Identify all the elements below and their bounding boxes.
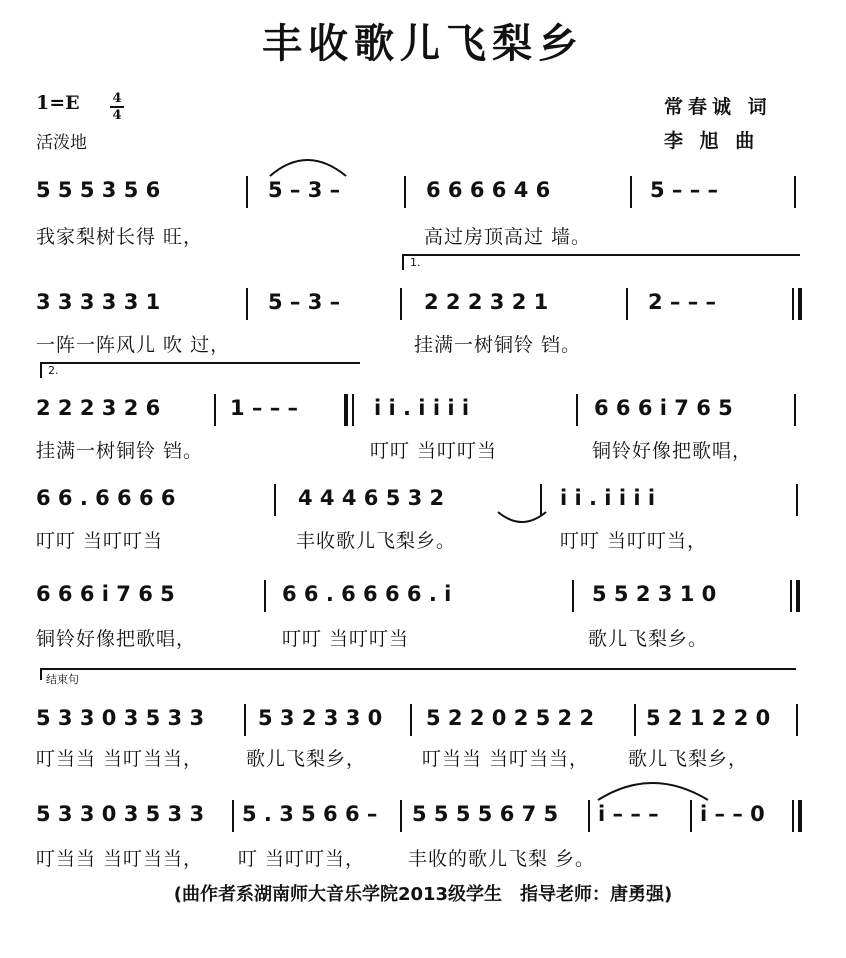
measure-r2-4: 2 – – – <box>648 290 717 314</box>
lyric-r3-1: 挂满一树铜铃 铛。 <box>36 440 204 462</box>
measure-r7-4: i – – – <box>598 802 659 826</box>
barline <box>246 176 248 208</box>
repeat-start-thin <box>352 394 354 426</box>
lyric-r6-1: 叮当当 当叮当当， <box>36 748 204 770</box>
lyric-r6-4: 歌儿飞梨乡， <box>628 748 749 770</box>
measure-r6-4: 5 2 1 2 2 0 <box>646 706 771 730</box>
barline <box>214 394 216 426</box>
measure-r2-1: 3 3 3 3 3 1 <box>36 290 161 314</box>
ending-rule-tick <box>40 668 42 680</box>
lyric-r7-1: 叮当当 当叮当当， <box>36 848 204 870</box>
barline <box>794 176 796 208</box>
measure-r7-1: 5 3 3 0 3 5 3 3 <box>36 802 205 826</box>
measure-r2-2: 5 – 3 – <box>268 290 341 314</box>
second-ending-number: 2. <box>48 364 59 377</box>
final-repeat-thick <box>796 580 800 612</box>
lyric-r5-3: 歌儿飞梨乡。 <box>588 628 709 650</box>
measure-r7-5: i – – 0 <box>700 802 765 826</box>
lyric-r4-3: 叮叮 当叮叮当， <box>560 530 708 552</box>
footer-note: (曲作者系湖南师大音乐学院2013级学生 指导老师：唐勇强) <box>173 884 673 905</box>
lyric-r6-2: 歌儿飞梨乡， <box>246 748 367 770</box>
barline <box>244 704 246 736</box>
lyric-r7-3: 丰收的歌儿飞梨 乡。 <box>408 848 596 870</box>
lyric-r1-1: 我家梨树长得 旺， <box>36 226 204 248</box>
lyric-r2-2: 挂满一树铜铃 铛。 <box>414 334 582 356</box>
final-barline-thick <box>798 800 802 832</box>
barline <box>400 288 402 320</box>
measure-r4-2: 4 4 4 6 5 3 2 <box>298 486 445 510</box>
barline <box>576 394 578 426</box>
composer-credit: 李 旭 曲 <box>664 130 760 152</box>
first-ending-bracket <box>402 254 800 270</box>
measure-r4-3: i i . i i i i <box>560 486 656 510</box>
measure-r4-1: 6 6 . 6 6 6 6 <box>36 486 176 510</box>
measure-r7-3: 5 5 5 5 6 7 5 <box>412 802 559 826</box>
barline <box>588 800 590 832</box>
measure-r7-2: 5 . 3 5 6 6 – <box>242 802 378 826</box>
ending-label: 结束句 <box>46 673 79 686</box>
lyric-r6-3: 叮当当 当叮当当， <box>422 748 590 770</box>
measure-r1-3: 6 6 6 6 4 6 <box>426 178 551 202</box>
lyric-r3-2: 叮叮 当叮叮当 <box>370 440 498 462</box>
barline <box>400 800 402 832</box>
song-title: 丰收歌儿飞梨乡 <box>262 21 584 67</box>
lyric-r7-2: 叮 当叮叮当， <box>238 848 366 870</box>
measure-r1-2: 5 – 3 – <box>268 178 341 202</box>
lyric-r3-3: 铜铃好像把歌唱， <box>592 440 753 462</box>
barline <box>246 288 248 320</box>
barline <box>794 394 796 426</box>
first-ending-number: 1. <box>410 256 421 269</box>
measure-r6-3: 5 2 2 0 2 5 2 2 <box>426 706 595 730</box>
barline <box>626 288 628 320</box>
repeat-barline-thin <box>792 288 794 320</box>
barline <box>690 800 692 832</box>
time-signature <box>110 92 124 122</box>
barline <box>232 800 234 832</box>
slur-mark <box>262 150 362 180</box>
measure-r6-2: 5 3 2 3 3 0 <box>258 706 383 730</box>
lyric-r5-2: 叮叮 当叮叮当 <box>282 628 410 650</box>
repeat-barline-thick <box>798 288 802 320</box>
final-barline-thin <box>792 800 794 832</box>
barline <box>410 704 412 736</box>
key-signature: 1=E <box>36 92 80 114</box>
lyric-r4-2: 丰收歌儿飞梨乡。 <box>296 530 457 552</box>
measure-r5-2: 6 6 . 6 6 6 6 . i <box>282 582 452 606</box>
lyric-r4-1: 叮叮 当叮叮当 <box>36 530 164 552</box>
lyric-r1-2: 高过房顶高过 墙。 <box>424 226 592 248</box>
second-ending-bracket <box>40 362 360 378</box>
barline <box>264 580 266 612</box>
barline <box>634 704 636 736</box>
tempo-mark: 活泼地 <box>36 133 87 153</box>
barline <box>630 176 632 208</box>
ending-rule <box>40 668 796 670</box>
measure-r5-3: 5 5 2 3 1 0 <box>592 582 717 606</box>
barline <box>274 484 276 516</box>
final-repeat-thin <box>790 580 792 612</box>
measure-r1-1: 5 5 5 3 5 6 <box>36 178 161 202</box>
lyric-r2-1: 一阵一阵风儿 吹 过， <box>36 334 231 356</box>
measure-r1-4: 5 – – – <box>650 178 719 202</box>
measure-r5-1: 6 6 6 i 7 6 5 <box>36 582 175 606</box>
slur-mark <box>494 508 550 530</box>
measure-r3-3: i i . i i i i <box>374 396 470 420</box>
barline <box>572 580 574 612</box>
time-signature-top: 4 <box>112 91 122 106</box>
time-signature-line <box>110 106 124 108</box>
measure-r6-1: 5 3 3 0 3 5 3 3 <box>36 706 205 730</box>
lyric-r5-1: 铜铃好像把歌唱， <box>36 628 197 650</box>
barline <box>796 484 798 516</box>
barline <box>404 176 406 208</box>
measure-r3-4: 6 6 6 i 7 6 5 <box>594 396 733 420</box>
barline <box>796 704 798 736</box>
tie-mark <box>590 772 720 804</box>
lyricist-credit: 常春诚 词 <box>664 96 772 118</box>
measure-r3-1: 2 2 2 3 2 6 <box>36 396 161 420</box>
measure-r2-3: 2 2 2 3 2 1 <box>424 290 549 314</box>
measure-r3-2: 1 – – – <box>230 396 299 420</box>
time-signature-bottom: 4 <box>112 108 122 123</box>
repeat-start-thick <box>344 394 348 426</box>
